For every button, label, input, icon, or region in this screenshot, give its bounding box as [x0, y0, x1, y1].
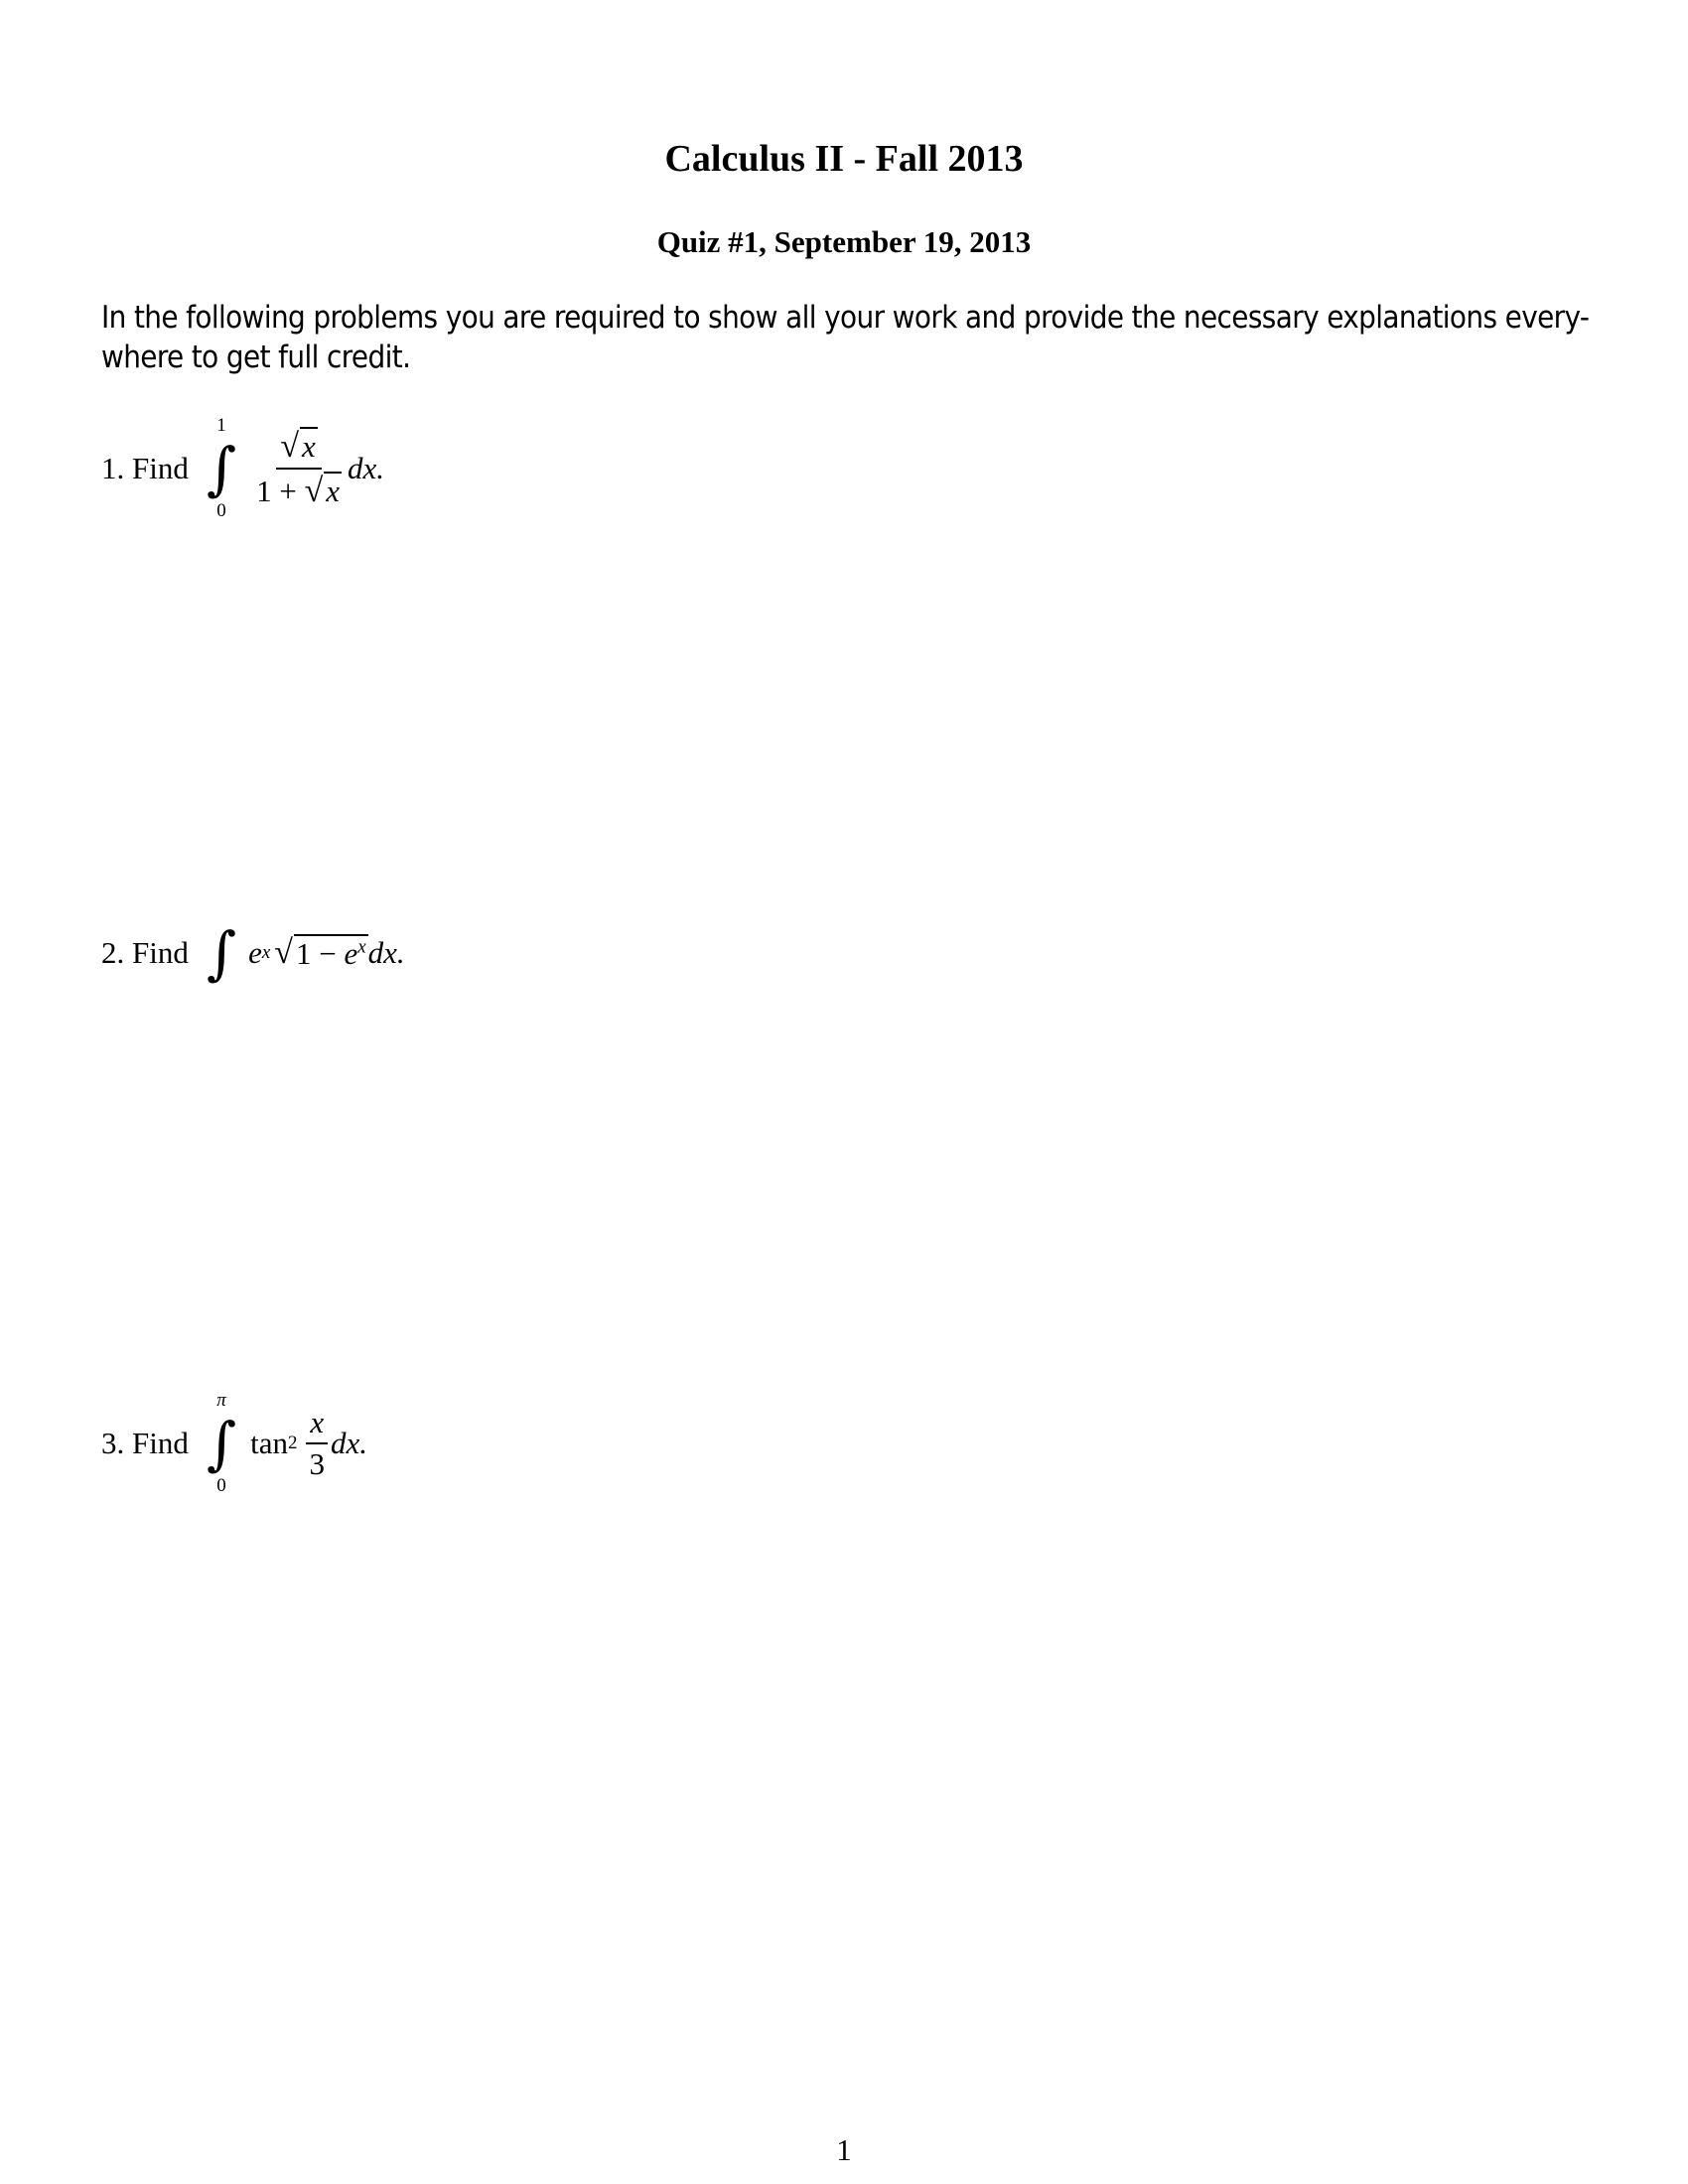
lower-limit: 0 — [216, 500, 226, 521]
denominator: 1 + √x — [256, 473, 340, 509]
integral-icon: ∫ — [206, 919, 237, 987]
quiz-subtitle: Quiz #1, September 19, 2013 — [656, 224, 1032, 259]
problem-3: 3. Find π ∫ 0 tan 2 $\frac{x}{3}$ dx. — [101, 1390, 367, 1496]
definite-integral-sign — [207, 1390, 236, 1497]
integrand-fraction — [252, 427, 346, 510]
problem-2-label: 2. Find — [101, 935, 189, 970]
page-number: 1 — [836, 2132, 852, 2167]
instructions — [101, 298, 1591, 377]
upper-limit: 1 — [216, 415, 226, 436]
radicand: $1 - e^x$ — [295, 936, 366, 971]
instructions-line-2: where to get full credit. — [101, 340, 411, 375]
upper-limit: π — [216, 1390, 226, 1411]
tan-function: tan — [250, 1426, 288, 1460]
page-title: Calculus II - Fall 2013 — [664, 138, 1024, 180]
differential: dx. — [330, 1426, 367, 1460]
sqrt-icon: √ — [304, 473, 324, 509]
differential: dx. — [348, 451, 385, 485]
instructions-line-1: In the following problems you are required to show all your work and provide the necessary explanations every- — [101, 300, 1590, 336]
sqrt-icon: √ — [280, 428, 299, 465]
problem-1-label: 1. Find — [101, 451, 189, 485]
sqrt-icon: √ — [274, 934, 293, 971]
argument-fraction: $\frac{x}{3}$ — [305, 1405, 329, 1482]
problem-1 — [101, 415, 384, 522]
problem-3-label: 3. Find — [101, 1426, 189, 1460]
integral-icon: ∫ — [206, 435, 237, 502]
definite-integral-sign — [207, 415, 236, 522]
lower-limit: 0 — [216, 1475, 226, 1496]
problem-2: 2. Find ∫ e x √ $1 - e^x$ dx. — [101, 919, 405, 987]
differential: dx. — [367, 935, 405, 970]
integral-icon: ∫ — [206, 1410, 237, 1477]
numerator: √x — [276, 427, 321, 470]
